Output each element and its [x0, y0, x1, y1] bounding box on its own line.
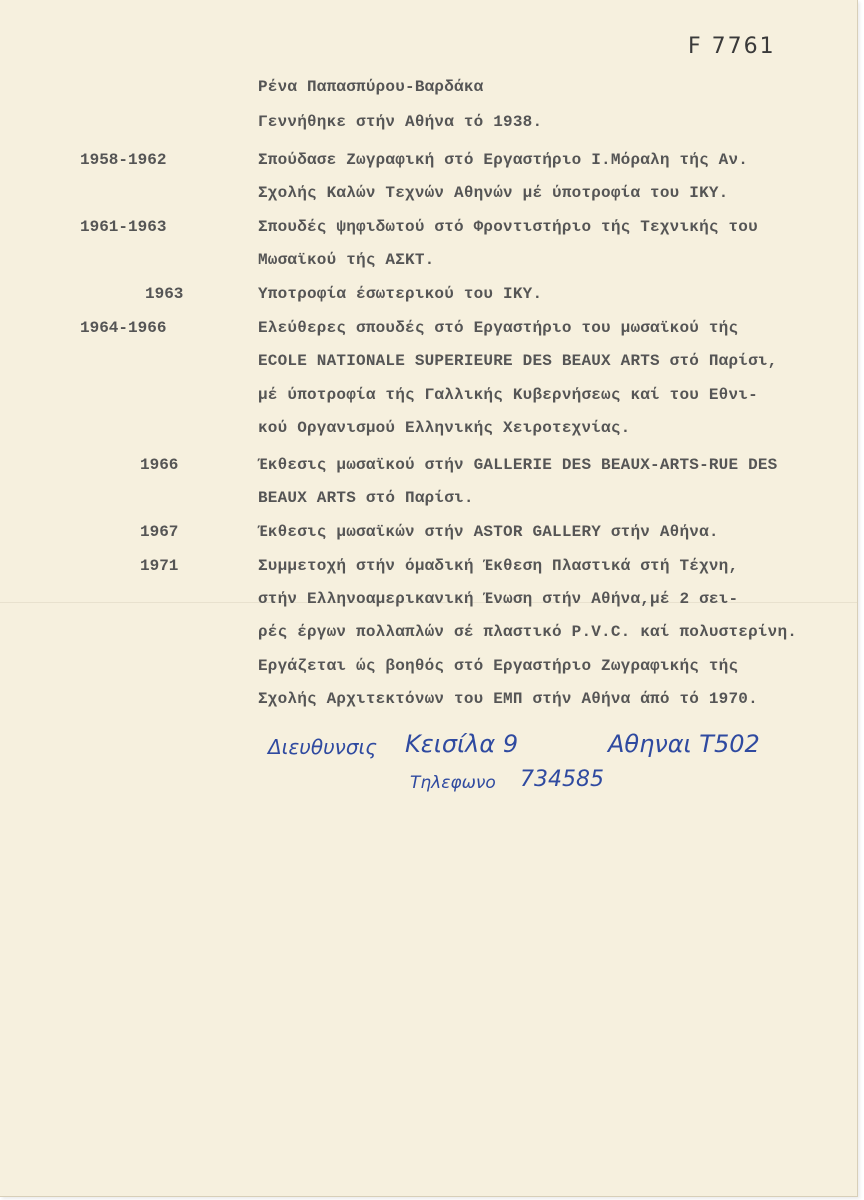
entry-line: μέ ύποτροφία τής Γαλλικής Κυβερνήσεως καί του Εθνι- [258, 386, 758, 404]
entry-line: Σχολής Καλών Τεχνών Αθηνών μέ ύποτροφία του ΙΚΥ. [258, 184, 729, 202]
entry-year: 1964-1966 [80, 319, 167, 337]
entry-line: κού Οργανισμού Ελληνικής Χειροτεχνίας. [258, 419, 631, 437]
entry-line: Έκθεσις μωσαϊκών στήν ASTOR GALLERY στήν Αθήνα. [258, 523, 719, 541]
entry-line: Σχολής Αρχιτεκτόνων του ΕΜΠ στήν Αθήνα άπό τό 1970. [258, 690, 758, 708]
entry-line: Μωσαϊκού τής ΑΣΚΤ. [258, 251, 435, 269]
entry-line: Εργάζεται ώς βοηθός στό Εργαστήριο Ζωγραφικής τής [258, 657, 739, 675]
entry-line: Συμμετοχή στήν όμαδική Έκθεση Πλαστικά στή Τέχνη, [258, 557, 739, 575]
entry-year: 1963 [145, 285, 184, 303]
entry-year: 1966 [140, 456, 179, 474]
entry-line: στήν Ελληνοαμερικανική Ένωση στήν Αθήνα,μέ 2 σει- [258, 590, 739, 608]
handwritten-city: Αθηναι Τ502 [608, 730, 760, 758]
entry-year: 1967 [140, 523, 179, 541]
handwritten-phone-label: Τηλεφωνο [410, 773, 496, 793]
archive-code: F 7761 [688, 34, 776, 59]
artist-name: Ρένα Παπασπύρου-Βαρδάκα [258, 78, 484, 96]
entry-year: 1958-1962 [80, 151, 167, 169]
entry-line: ECOLE NATIONALE SUPERIEURE DES BEAUX ARTS στό Παρίσι, [258, 352, 778, 370]
entry-line: Έκθεσις μωσαϊκού στήν GALLERIE DES BEAUX-ARTS-RUE DES [258, 456, 778, 474]
handwritten-address-label: Διευθυνσις [268, 735, 377, 759]
handwritten-street: Κεισίλα 9 [405, 730, 519, 758]
handwritten-phone: 734585 [520, 767, 604, 792]
entry-year: 1961-1963 [80, 218, 167, 236]
entry-line: BEAUX ARTS στό Παρίσι. [258, 489, 474, 507]
entry-line: ρές έργων πολλαπλών σέ πλαστικό P.V.C. καί πολυστερίνη. [258, 623, 798, 641]
entry-line: Σπούδασε Ζωγραφική στό Εργαστήριο Ι.Μόραλη τής Αν. [258, 151, 749, 169]
entry-line: Ελεύθερες σπουδές στό Εργαστήριο του μωσαϊκού τής [258, 319, 739, 337]
entry-line: Σπουδές ψηφιδωτού στό Φροντιστήριο τής Τεχνικής του [258, 218, 758, 236]
entry-line: Υποτροφία έσωτερικού του ΙΚΥ. [258, 285, 543, 303]
entry-year: 1971 [140, 557, 179, 575]
birth-line: Γεννήθηκε στήν Αθήνα τό 1938. [258, 113, 543, 131]
